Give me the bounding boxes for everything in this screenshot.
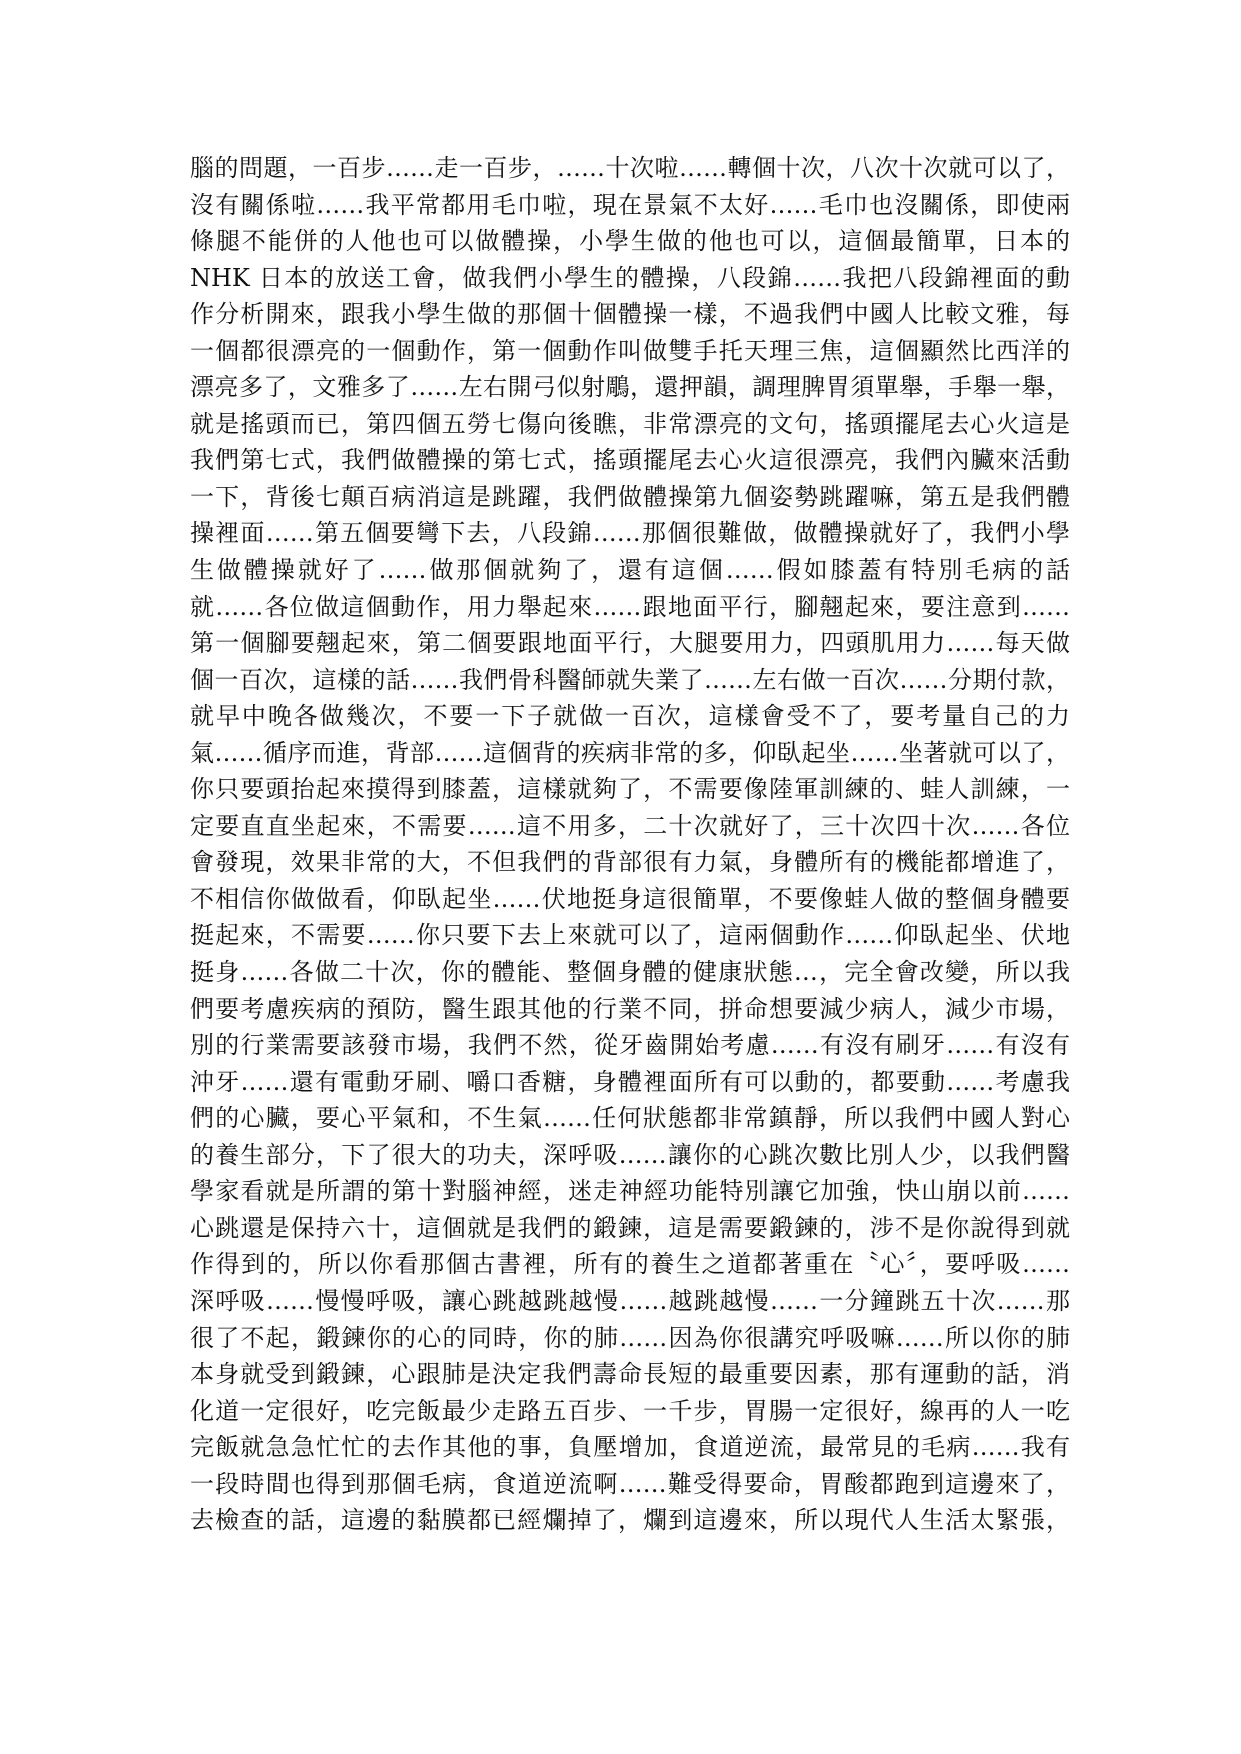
text-line: 就早中晚各做幾次，不要一下子就做一百次，這樣會受不了，要考量自己的力 xyxy=(190,702,1070,731)
text-line: 漂亮多了，文雅多了……左右開弓似射鵰，還押韻，調理脾胃須單舉，手舉一舉， xyxy=(190,373,1070,402)
text-line: 我們第七式，我們做體操的第七式，搖頭擺尾去心火這很漂亮，我們內臟來活動 xyxy=(190,446,1070,475)
text-line: 操裡面……第五個要彎下去，八段錦……那個很難做，做體操就好了，我們小學 xyxy=(190,519,1070,548)
text-line: 腦的問題，一百步……走一百步，……十次啦……轉個十次，八次十次就可以了， xyxy=(190,154,1070,182)
text-line: 你只要頭抬起來摸得到膝蓋，這樣就夠了，不需要像陸軍訓練的、蛙人訓練，一 xyxy=(190,775,1070,804)
text-line: 本身就受到鍛鍊，心跟肺是決定我們壽命長短的最重要因素，那有運動的話，消 xyxy=(190,1360,1070,1389)
text-line: 個一百次，這樣的話……我們骨科醫師就失業了……左右做一百次……分期付款， xyxy=(190,665,1070,694)
text-line: 學家看就是所謂的第十對腦神經，迷走神經功能特別讓它加強，快山崩以前…… xyxy=(190,1177,1070,1206)
body-text xyxy=(190,150,1070,1539)
text-line: 去檢查的話，這邊的黏膜都已經爛掉了，爛到這邊來，所以現代人生活太緊張， xyxy=(190,1506,1070,1535)
text-line: 會發現，效果非常的大，不但我們的背部很有力氣，身體所有的機能都增進了， xyxy=(190,848,1070,877)
text-line: 生做體操就好了……做那個就夠了，還有這個……假如膝蓋有特別毛病的話 xyxy=(190,556,1070,585)
text-line: 定要直直坐起來，不需要……這不用多，二十次就好了，三十次四十次……各位 xyxy=(190,811,1070,840)
text-line: NHK 日本的放送工會，做我們小學生的體操，八段錦……我把八段錦裡面的動 xyxy=(190,263,1070,292)
text-line: 很了不起，鍛鍊你的心的同時，你的肺……因為你很講究呼吸嘛……所以你的肺 xyxy=(190,1323,1070,1352)
text-line: 的養生部分，下了很大的功夫，深呼吸……讓你的心跳次數比別人少，以我們醫 xyxy=(190,1140,1070,1169)
text-line: 別的行業需要該發市場，我們不然，從牙齒開始考慮……有沒有刷牙……有沒有 xyxy=(190,1031,1070,1060)
text-line: 就是搖頭而已，第四個五勞七傷向後瞧，非常漂亮的文句，搖頭擺尾去心火這是 xyxy=(190,409,1070,438)
text-line: 氣……循序而進，背部……這個背的疾病非常的多，仰臥起坐……坐著就可以了， xyxy=(190,738,1070,767)
text-line: 們要考慮疾病的預防，醫生跟其他的行業不同，拼命想要減少病人，減少市場， xyxy=(190,994,1070,1023)
text-line: 沒有關係啦……我平常都用毛巾啦，現在景氣不太好……毛巾也沒關係，即使兩 xyxy=(190,190,1070,219)
text-line: 條腿不能併的人他也可以做體操，小學生做的他也可以，這個最簡單，日本的 xyxy=(190,227,1070,256)
text-line: 第一個腳要翹起來，第二個要跟地面平行，大腿要用力，四頭肌用力……每天做 xyxy=(190,629,1070,658)
text-line: 挺身……各做二十次，你的體能、整個身體的健康狀態…，完全會改變，所以我 xyxy=(190,958,1070,987)
text-line: 作分析開來，跟我小學生做的那個十個體操一樣，不過我們中國人比較文雅，每 xyxy=(190,300,1070,329)
text-line: 沖牙……還有電動牙刷、嚼口香糖，身體裡面所有可以動的，都要動……考慮我 xyxy=(190,1067,1070,1096)
text-line: 化道一定很好，吃完飯最少走路五百步、一千步，胃腸一定很好，線再的人一吃 xyxy=(190,1396,1070,1425)
text-line: 就……各位做這個動作，用力舉起來……跟地面平行，腳翹起來，要注意到…… xyxy=(190,592,1070,621)
text-line: 作得到的，所以你看那個古書裡，所有的養生之道都著重在〝心〞，要呼吸…… xyxy=(190,1250,1070,1279)
text-line: 深呼吸……慢慢呼吸，讓心跳越跳越慢……越跳越慢……一分鐘跳五十次……那 xyxy=(190,1286,1070,1315)
text-line: 挺起來，不需要……你只要下去上來就可以了，這兩個動作……仰臥起坐、伏地 xyxy=(190,921,1070,950)
text-line: 完飯就急急忙忙的去作其他的事，負壓增加，食道逆流，最常見的毛病……我有 xyxy=(190,1433,1070,1462)
text-line: 心跳還是保持六十，這個就是我們的鍛鍊，這是需要鍛鍊的，涉不是你說得到就 xyxy=(190,1213,1070,1242)
text-line: 一個都很漂亮的一個動作，第一個動作叫做雙手托天理三焦，這個顯然比西洋的 xyxy=(190,336,1070,365)
text-line: 一下，背後七顛百病消這是跳躍，我們做體操第九個姿勢跳躍嘛，第五是我們體 xyxy=(190,482,1070,511)
text-line: 們的心臟，要心平氣和，不生氣……任何狀態都非常鎮靜，所以我們中國人對心 xyxy=(190,1104,1070,1133)
text-line: 不相信你做做看，仰臥起坐……伏地挺身這很簡單，不要像蛙人做的整個身體要 xyxy=(190,884,1070,913)
text-line: 一段時間也得到那個毛病，食道逆流啊……難受得要命，胃酸都跑到這邊來了， xyxy=(190,1469,1070,1498)
